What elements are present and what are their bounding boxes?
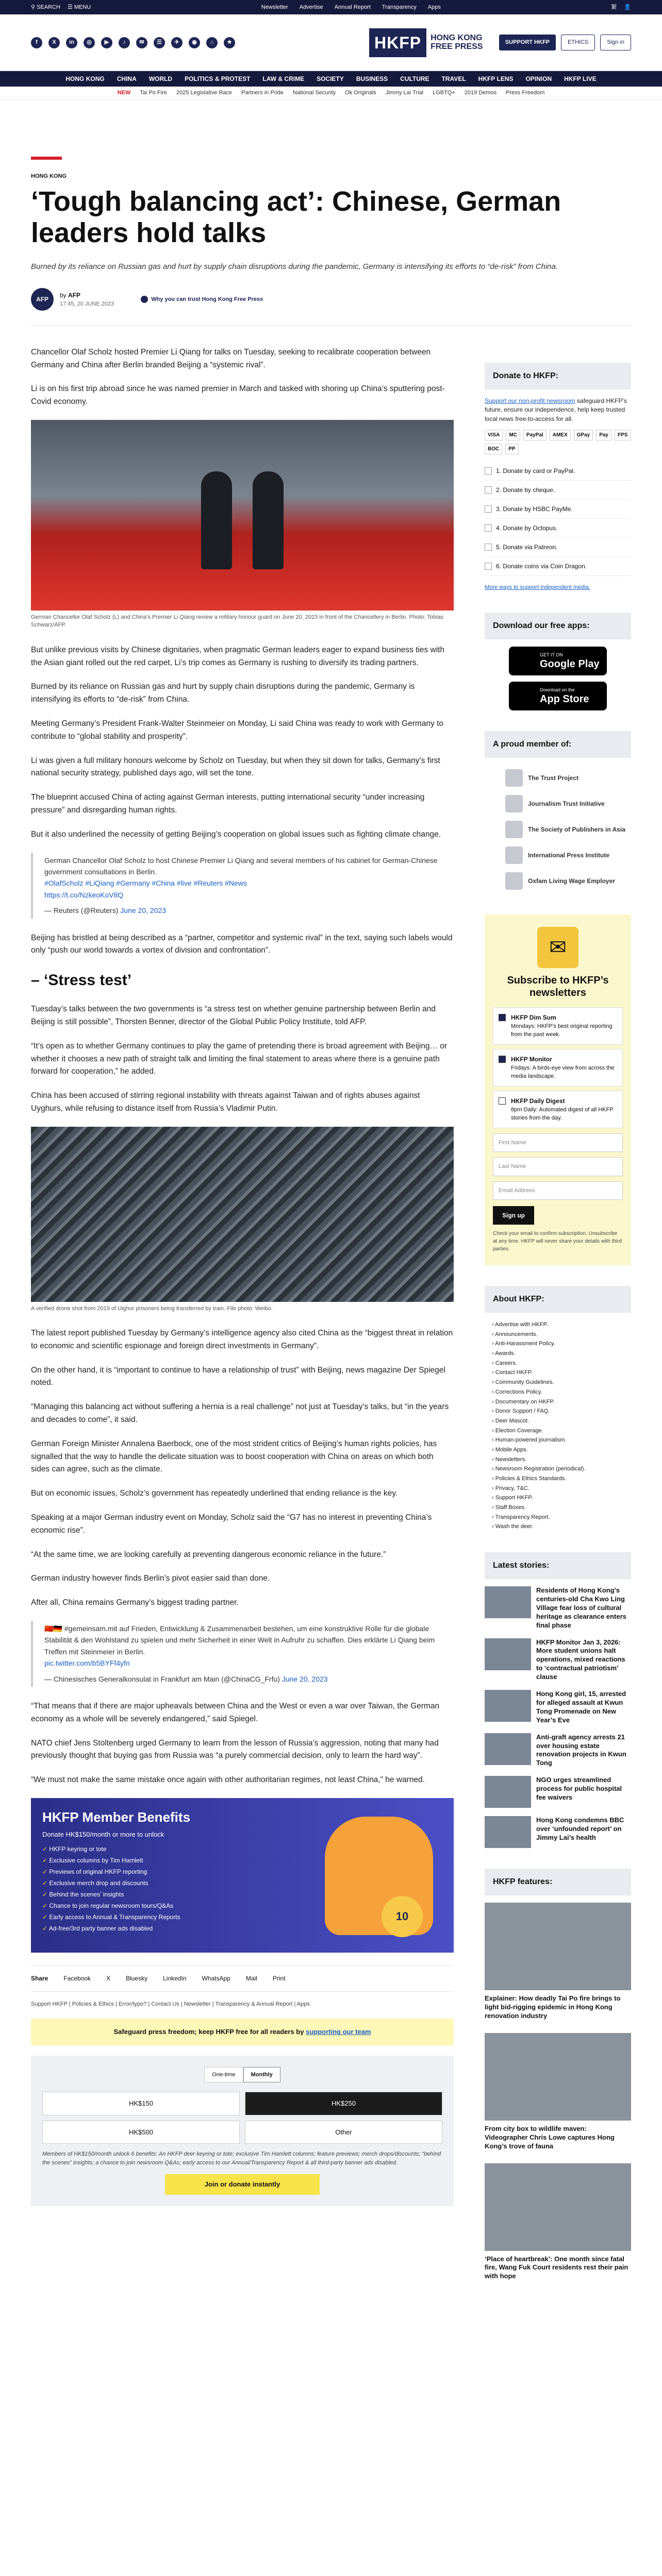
article-footer-links[interactable]: Support HKFP | Policies & Ethics | Error/typo? | Contact Us | Newsletter | Transparency & Annual Report | Apps xyxy=(31,2001,310,2007)
bluesky-icon[interactable]: ★ xyxy=(224,37,235,48)
author-name[interactable]: AFP xyxy=(68,291,81,299)
newsletter-envelope-icon: ✉ xyxy=(537,927,578,968)
newsletter-title: Subscribe to HKFP’s newsletters xyxy=(507,974,609,998)
share-facebook[interactable]: Facebook xyxy=(63,1974,91,1982)
support-team-link[interactable]: supporting our team xyxy=(306,2028,371,2036)
paragraph: After all, China remains Germany’s biggest trading partner. xyxy=(31,1598,239,1607)
nav-hong-kong[interactable]: HONG KONG xyxy=(65,75,105,82)
story-title: HKFP Monitor Jan 3, 2026: More student unions halt operations, mixed reactions to ‘contractual patriotism’ clause xyxy=(536,1638,625,1681)
oxfam-logo xyxy=(505,872,523,890)
frequency-monthly[interactable]: Monthly xyxy=(243,2067,280,2083)
rss-icon[interactable]: ☰ xyxy=(154,37,165,48)
feature-stories xyxy=(485,1903,631,2281)
story-thumbnail xyxy=(485,1586,531,1618)
tweet-hashtags[interactable]: #OlafScholz #LiQiang #Germany #China #live #Reuters #News xyxy=(44,879,247,888)
about-link[interactable]: › Community Guidelines. xyxy=(492,1378,631,1387)
site-header xyxy=(0,14,662,71)
about-link[interactable]: › Corrections Policy. xyxy=(492,1387,631,1397)
about-link[interactable]: › Human-powered journalism. xyxy=(492,1435,631,1445)
story-title: Hong Kong girl, 15, arrested for alleged assault at Kwun Tong Promenade on New Year’s Eve xyxy=(536,1690,626,1724)
google-play-badge[interactable]: GET IT ON Google Play xyxy=(509,647,607,675)
about-links xyxy=(485,1320,631,1532)
latest-story[interactable] xyxy=(485,1638,631,1682)
paragraph: “That means that if there are major upheavals between China and the West or even a war over Taiwan, the German economy as a whole will be severely endangered,” said Spiegel. xyxy=(31,1702,440,1723)
benefit-item: ✓ HKFP keyring or tote xyxy=(42,1844,190,1854)
newsletter-option[interactable]: HKFP Daily Digest 8pm Daily: Automated digest of all HKFP stories from the day. xyxy=(493,1091,623,1128)
story-thumbnail xyxy=(485,1816,531,1848)
user-icon[interactable]: 👤 xyxy=(624,4,631,10)
about-link[interactable]: › Anti-Harassment Policy. xyxy=(492,1339,631,1349)
about-link[interactable]: › Transparency Report. xyxy=(492,1513,631,1522)
menu-link[interactable]: ☰ MENU xyxy=(67,4,91,10)
visa-icon: VISA xyxy=(485,430,503,440)
ethics-button[interactable]: ETHICS xyxy=(561,35,595,50)
member-jti[interactable]: Journalism Trust Initiative xyxy=(505,791,631,817)
feature-card[interactable] xyxy=(485,2033,631,2151)
google-pay-icon: GPay xyxy=(574,430,593,440)
topic-link[interactable]: National Security xyxy=(293,90,336,96)
nav-politics[interactable]: POLITICS & PROTEST xyxy=(185,75,251,82)
paragraph: The latest report published Tuesday by Germany’s intelligence agency also cited China as the “biggest threat in relation to economic and scientific espionage and foreign direct investments in Germany”. xyxy=(31,1329,453,1350)
amount-option-other[interactable]: Other xyxy=(245,2121,442,2144)
story-title: NGO urges streamlined process for public hospital fee waivers xyxy=(536,1776,622,1801)
about-link[interactable]: › Mobile Apps. xyxy=(492,1445,631,1455)
about-link[interactable]: › Advertise with HKFP. xyxy=(492,1320,631,1330)
share-bar xyxy=(31,1965,454,1992)
feature-card[interactable] xyxy=(485,1903,631,2021)
about-link[interactable]: › Deer Mascot. xyxy=(492,1416,631,1426)
story-title: Anti-graft agency arrests 21 over housing estate renovation projects in Kwun Tong xyxy=(536,1733,626,1767)
paragraph: Li was given a full military honours welcome by Scholz on Tuesday, but when they sit down for talks, Germany’s first national security strategy, published days ago, will set the tone. xyxy=(31,756,440,778)
paragraph: Beijing has bristled at being described as a “partner, competitor and systemic rival” in the text, saying such labels would only “push our world towards a vortex of division and confrontation”. xyxy=(31,933,453,955)
tweet-date-link[interactable]: June 20, 2023 xyxy=(282,1674,328,1683)
feature-title: ‘Place of heartbreak’: One month since fatal fire, Wang Fuk Court residents rest their pain with hope xyxy=(485,2255,628,2280)
newsletter-option[interactable]: HKFP Dim Sum Mondays: HKFP’s best original reporting from the past week. xyxy=(493,1007,623,1045)
paragraph: Li is on his first trip abroad since he was named premier in March and tasked with shoring up China’s sputtering post-Covid economy. xyxy=(31,384,445,406)
support-hkfp-button[interactable]: SUPPORT HKFP xyxy=(499,35,556,50)
checkbox[interactable] xyxy=(499,1056,506,1063)
apps-section-title: Download our free apps: xyxy=(485,613,631,639)
benefit-item: ✓ Behind the scenes’ insights xyxy=(42,1890,190,1899)
octopus-icon xyxy=(485,524,492,532)
benefit-item: ✓ Exclusive columns by Tim Hamlett xyxy=(42,1856,190,1865)
latest-section-title: Latest stories: xyxy=(485,1552,631,1579)
about-link[interactable]: › Privacy, T&C. xyxy=(492,1484,631,1494)
newsletter-note: Check your email to confirm subscription. Unsubscribe at any time. HKFP will never share your details with third parties. xyxy=(493,1231,622,1252)
trending-topics-bar xyxy=(0,87,662,100)
feature-image xyxy=(485,2163,631,2251)
boc-icon: BOC xyxy=(485,444,502,454)
accent-bar xyxy=(31,157,62,160)
amex-icon: AMEX xyxy=(550,430,571,440)
member-ipi[interactable]: International Press Institute xyxy=(505,842,631,868)
trust-link[interactable]: Why you can trust Hong Kong Free Press xyxy=(141,295,263,304)
about-link[interactable]: › Announcements. xyxy=(492,1330,631,1340)
x-icon[interactable]: X xyxy=(48,37,60,48)
tweet-date-link[interactable]: June 20, 2023 xyxy=(120,906,166,915)
latest-story[interactable] xyxy=(485,1586,631,1630)
donate-method[interactable]: 3. Donate by HSBC PayMe. xyxy=(485,500,631,519)
topic-link[interactable]: LGBTQ+ xyxy=(433,90,455,96)
article-photo-scholz-li xyxy=(31,420,454,611)
join-donate-button[interactable]: Join or donate instantly xyxy=(165,2174,320,2195)
mail-icon[interactable]: ✉ xyxy=(136,37,147,48)
amount-option[interactable]: HK$500 xyxy=(42,2121,240,2144)
topic-link[interactable]: 2025 Legislative Race xyxy=(176,90,233,96)
byline: AFP by AFP 17:45, 20 JUNE 2023 Why you can trust Hong Kong Free Press xyxy=(31,288,631,326)
feature-image xyxy=(485,2033,631,2121)
about-link[interactable]: › Awards. xyxy=(492,1349,631,1359)
share-linkedin[interactable]: LinkedIn xyxy=(163,1974,187,1982)
facebook-icon[interactable]: f xyxy=(31,37,42,48)
tweet-link[interactable]: pic.twitter.com/b5BYFf4yfn xyxy=(44,1659,130,1668)
paragraph: “We must not make the same mistake once again with other authoritarian regimes, not least China,” he warned. xyxy=(31,1775,425,1785)
photo-figure xyxy=(253,471,284,569)
newsletter-signup xyxy=(485,914,631,1266)
tiktok-icon[interactable]: ♪ xyxy=(119,37,130,48)
story-thumbnail xyxy=(485,1690,531,1722)
new-badge: NEW xyxy=(117,90,131,96)
tweet-link[interactable]: https://t.co/NzkeoKoV8Q xyxy=(44,890,124,899)
payment-logos xyxy=(485,430,631,454)
nav-law-crime[interactable]: LAW & CRIME xyxy=(262,75,305,82)
paragraph: On the other hand, it is “important to continue to have a relationship of trust” with Beijing, news magazine Der Spiegel noted. xyxy=(31,1365,445,1387)
support-newsroom-link[interactable]: Support our non-profit newsroom xyxy=(485,397,575,404)
topbar-link-newsletter[interactable]: Newsletter xyxy=(261,4,288,10)
article-photo-uighur-prisoners xyxy=(31,1127,454,1302)
nav-business[interactable]: BUSINESS xyxy=(356,75,388,82)
patreon-icon xyxy=(485,544,492,551)
topbar-link-advertise[interactable]: Advertise xyxy=(299,4,323,10)
sopa-logo xyxy=(505,821,523,838)
app-store-badge[interactable]: Download on the App Store xyxy=(509,682,607,710)
language-toggle[interactable]: 繁 xyxy=(611,4,617,10)
paragraph: German Foreign Minister Annalena Baerbock, one of the most strident critics of Beijing’s human rights policies, has signalled that the way to handle the delicate situation was to boost cooperation with China on areas on which both sides can agree, such as the climate. xyxy=(31,1439,437,1474)
paragraph: “It’s open as to whether Germany continues to play the game of pretending there is broad agreement with Beijing… or whether it chooses a new path of straight talk and limiting the final statement to areas where there is a genuine path forward for cooperation,” he added. xyxy=(31,1041,448,1076)
story-title: Hong Kong condemns BBC over ‘unfounded report’ on Jimmy Lai’s health xyxy=(536,1816,624,1841)
paypal-icon: PayPal xyxy=(523,430,547,440)
paragraph: Tuesday’s talks between the two governments is “a stress test on whether genuine partnership between Berlin and Beijing is still possible”, Thorsten Benner, director of the Global Public Policy Institute, told AFP. xyxy=(31,1005,436,1026)
share-print[interactable]: Print xyxy=(272,1974,286,1982)
main-navigation xyxy=(0,71,662,87)
about-link[interactable]: › Wash the deer. xyxy=(492,1522,631,1532)
feature-title: Explainer: How deadly Tai Po fire brings to light bid-rigging epidemic in Hong Kong renovation industry xyxy=(485,1994,621,2020)
about-link[interactable]: › Election Coverage. xyxy=(492,1426,631,1436)
nav-opinion[interactable]: OPINION xyxy=(525,75,552,82)
about-link[interactable]: › Careers. xyxy=(492,1359,631,1368)
paragraph: But it also underlined the necessity of getting Beijing’s cooperation on global issues such as fighting climate change. xyxy=(31,829,441,839)
story-thumbnail xyxy=(485,1733,531,1765)
latest-stories xyxy=(485,1586,631,1848)
features-section-title: HKFP features: xyxy=(485,1869,631,1895)
donate-method[interactable]: 4. Donate by Octopus. xyxy=(485,519,631,538)
paragraph: “Managing this balancing act without suffering a hernia is a real challenge” not just at Tuesday’s talks, but “in the years and decades to come”, it said. xyxy=(31,1402,449,1425)
email-field[interactable]: Email Address xyxy=(493,1181,623,1200)
topbar-link-annual-report[interactable]: Annual Report xyxy=(334,4,371,10)
paragraph: But unlike previous visits by Chinese dignitaries, when pragmatic German leaders eager to expand business ties with the Asian giant rolled out the red carpet, Li’s trip comes as Germany is rushing to diversify its trading partners. xyxy=(31,645,445,667)
nav-travel[interactable]: TRAVEL xyxy=(441,75,466,82)
benefits-list xyxy=(42,1844,190,1933)
support-strip: Safeguard press freedom; keep HKFP free for all readers by supporting our team xyxy=(31,2019,454,2045)
about-link[interactable]: › Newsroom Registration (periodical). xyxy=(492,1464,631,1474)
nav-hkfp-lens[interactable]: HKFP LENS xyxy=(478,75,514,82)
topic-link[interactable]: Ok Originals xyxy=(345,90,376,96)
nav-culture[interactable]: CULTURE xyxy=(400,75,429,82)
site-logo[interactable]: HKFP HONG KONG FREE PRESS xyxy=(369,28,483,57)
topic-link[interactable]: Partners in Pride xyxy=(241,90,284,96)
threads-icon[interactable]: ◉ xyxy=(189,37,200,48)
about-section-title: About HKFP: xyxy=(485,1286,631,1313)
signup-button[interactable]: Sign up xyxy=(493,1206,534,1225)
paragraph: China has been accused of stirring regional instability with threats against Taiwan and of rights abuses against Uyghurs, while refusing to distance itself from Russia’s Vladimir Putin. xyxy=(31,1091,420,1113)
topic-link[interactable]: Press Freedom xyxy=(506,90,545,96)
fps-icon: FPS xyxy=(615,430,631,440)
embedded-tweet: German Chancellor Olaf Scholz to host Chinese Premier Li Qiang and several members of his cabinet for German-Chinese government consultations in Berlin. #OlafScholz #LiQiang #Germany #China #live #Reuters #News https://t.co/NzkeoKoV8Q — Reuters (@Reuters) June 20, 2023 xyxy=(31,853,454,919)
photo-caption: A verified drone shot from 2019 of Uighur prisoners being transferred by train. File photo: Weibo. xyxy=(31,1305,273,1312)
share-x[interactable]: X xyxy=(106,1974,111,1982)
benefit-item: ✓ Ad-free/3rd party banner ads disabled xyxy=(42,1924,190,1933)
promo-subtitle: Donate HK$150/month or more to unlock xyxy=(42,1830,164,1838)
about-link[interactable]: › Support HKFP. xyxy=(492,1493,631,1503)
cheque-icon xyxy=(485,486,492,494)
topic-link[interactable]: Tai Po Fire xyxy=(140,90,167,96)
about-link[interactable]: › Policies & Ethics Standards. xyxy=(492,1474,631,1484)
about-link[interactable]: › Contact HKFP. xyxy=(492,1368,631,1378)
social-links xyxy=(31,37,235,48)
benefit-item: ✓ Previews of original HKFP reporting xyxy=(42,1867,190,1876)
paragraph: Speaking at a major German industry event on Monday, Scholz said the “G7 has no interest in preventing China’s economic rise”. xyxy=(31,1513,432,1535)
feature-card[interactable] xyxy=(485,2163,631,2281)
latest-story[interactable] xyxy=(485,1816,631,1848)
promo-title: HKFP Member Benefits xyxy=(42,1809,191,1825)
topic-link[interactable]: Jimmy Lai Trial xyxy=(385,90,424,96)
frequency-one-time[interactable]: One-time xyxy=(204,2067,243,2083)
members-section-title: A proud member of: xyxy=(485,731,631,758)
benefit-item: ✓ Early access to Annual & Transparency Reports xyxy=(42,1912,190,1922)
member-organisations xyxy=(485,765,631,894)
story-thumbnail xyxy=(485,1638,531,1670)
ipi-logo xyxy=(505,846,523,864)
payme-icon: PP xyxy=(505,444,518,454)
nav-hkfp-live[interactable]: HKFP LIVE xyxy=(564,75,597,82)
article-header xyxy=(0,100,662,326)
anniversary-badge: 10 xyxy=(382,1896,423,1937)
paragraph: “At the same time, we are looking carefully at preventing dangerous economic reliance in the future.” xyxy=(31,1550,386,1559)
coin-icon xyxy=(485,563,492,570)
trust-icon xyxy=(141,296,148,303)
payme-icon xyxy=(485,505,492,513)
home-icon[interactable]: ⌂ xyxy=(206,37,218,48)
search-link[interactable]: ⚲ SEARCH xyxy=(31,4,60,10)
about-link[interactable]: › Newsletters. xyxy=(492,1455,631,1465)
trust-project-logo xyxy=(505,769,523,787)
card-icon xyxy=(485,467,492,474)
publish-date: 17:45, 20 JUNE 2023 xyxy=(60,300,114,307)
embedded-tweet: 🇨🇳🇩🇪 #gemeinsam.mit auf Frieden, Entwicklung & Zusammenarbeit bestehen, um eine konstruktive Rolle für die globale Stabilität & den Wohlstand zu spielen und mehr Sicherheit in einer Welt in Aufruhr zu schaffen. Dies erklärte Li Qiang beim Treffen mit Steinmeier in Berlin. pic.twitter.com/b5BYFf4yfn — Chinesisches Generalkonsulat in Frankfurt am Main (@ChinaCG_Frfu) June 20, 2023 xyxy=(31,1621,454,1687)
photo-figure xyxy=(201,471,232,569)
topbar-link-transparency[interactable]: Transparency xyxy=(382,4,417,10)
story-thumbnail xyxy=(485,1776,531,1808)
paragraph: But on economic issues, Scholz’s government has repeatedly underlined that ending reliance is the key. xyxy=(31,1489,398,1498)
feature-title: From city box to wildlife maven: Videographer Chris Lowe captures Hong Kong’s trove of fauna xyxy=(485,2124,615,2150)
topbar-link-apps[interactable]: Apps xyxy=(427,4,441,10)
donate-section-title: Donate to HKFP: xyxy=(485,363,631,389)
share-label: Share xyxy=(31,1974,48,1982)
about-link[interactable]: › Donor Support / FAQ. xyxy=(492,1406,631,1416)
section-subheading: – ‘Stress test’ xyxy=(31,972,132,989)
feature-image xyxy=(485,1903,631,1990)
checkbox[interactable] xyxy=(499,1097,506,1105)
paragraph: NATO chief Jens Stoltenberg urged Germany to learn from the lesson of Russia’s aggression, noting that many had previously thought that buying gas from Russia was “a purely commercial decision, only to learn the hard way”. xyxy=(31,1738,439,1760)
topic-link[interactable]: 2019 Demos xyxy=(464,90,497,96)
apple-pay-icon: Pay xyxy=(596,430,611,440)
linkedin-icon[interactable]: in xyxy=(66,37,77,48)
telegram-icon[interactable]: ✈ xyxy=(171,37,183,48)
donation-note: Members of HK$150/month unlock 6 benefits: An HKFP deer keyring or tote; exclusive Tim Hamlett columns; feature previews; merch drops/discounts; “behind the scenes” insights; a chance to join newsroom Q&As; early access to our Annual/Transparency Report & all third-party banner ads disabled. xyxy=(42,2151,441,2166)
donation-widget xyxy=(31,2056,454,2206)
photo-caption: German Chancellor Olaf Scholz (L) and China’s Premier Li Qiang review a military honour guard on June 20, 2023 in front of the Chancellery in Berlin. Photo: Tobias Schwarz/AFP. xyxy=(31,614,443,629)
donate-method[interactable]: 6. Donate coins via Coin Dragon. xyxy=(485,557,631,576)
share-whatsapp[interactable]: WhatsApp xyxy=(202,1974,230,1982)
instagram-icon[interactable]: ◎ xyxy=(84,37,95,48)
share-bluesky[interactable]: Bluesky xyxy=(126,1974,148,1982)
article-category[interactable]: HONG KONG xyxy=(31,173,67,179)
member-benefits-banner[interactable] xyxy=(31,1798,454,1953)
paragraph: Burned by its reliance on Russian gas and hurt by supply chain disruptions during the pandemic, Germany is intensifying its efforts to “de-risk” from China. xyxy=(31,682,415,704)
donate-method[interactable]: 2. Donate by cheque. xyxy=(485,481,631,500)
donate-method[interactable]: 1. Donate by card or PayPal. xyxy=(485,462,631,481)
donate-method[interactable]: 5. Donate via Patreon. xyxy=(485,538,631,557)
frequency-toggle xyxy=(42,2067,442,2083)
about-link[interactable]: › Staff Boxes. xyxy=(492,1503,631,1513)
youtube-icon[interactable]: ▶ xyxy=(101,37,112,48)
nav-china[interactable]: CHINA xyxy=(117,75,137,82)
article-standfirst: Burned by its reliance on Russian gas and hurt by supply chain disruptions during the pandemic, Germany is intensifying its efforts to “de-risk” from China. xyxy=(31,262,558,271)
mastercard-icon: MC xyxy=(506,430,520,440)
about-link[interactable]: › Documentary on HKFP. xyxy=(492,1397,631,1407)
hamburger-icon: ☰ xyxy=(67,4,74,10)
member-oxfam[interactable]: Oxfam Living Wage Employer xyxy=(505,868,631,894)
first-name-field[interactable]: First Name xyxy=(493,1133,623,1153)
amount-option-selected[interactable]: HK$250 xyxy=(245,2092,442,2115)
sidebar: Donate to HKFP: Support our non-profit newsroom safeguard HKFP’s future, ensure our independence, help keep trusted local news free-to-access for all. VISA MC PayPal AMEX GPay Pay FPS BOC PP 1. Donate by card or PayPal. 2. Donate by cheque. 3. Donate by HSBC PayMe. 4. Donate by Octopus. 5. Donate via Patreon. 6. Donate coins via Coin Dragon. More ways to support independent media. Download our free apps: GET IT ON Google Play Download on the App Store A proud member of: The Trust Project Journalism Trust Initiative The Society of Publishers in Asia International Press Institute Oxfam Living Wage Employer ✉ Subscribe to HKFP’s newsletters HKFP Dim Sum Mondays: HKFP’s best original reporting from the past week. HKFP Monitor Fridays: A birds-eye view from across the media landscape. HKFP Daily Digest 8pm Daily: Automated digest of all HKFP stories from the day. First Name Last Name Email Address Sign up Check your email to confirm subscription. Unsubscribe at any time. HKFP will never share your details with third parties. About HKFP: › Advertise with HKFP. › Announcements. › Anti-Harassment Policy. › Awards. › Careers. › Contact HKFP. › Community Guidelines. › Corrections Policy. › Documentary on HKFP. › Donor Support / FAQ. › Deer Mascot. › Election Coverage. › Human-powered journalism. › Mobile Apps. › Newsletters. › Newsroom Registration (periodical). › Policies & Ethics Standards. › Privacy, T&C. › Support HKFP. › Staff Boxes. › Transparency Report. › Wash the deer. Latest stories: Residents of Hong Kong’s centuries-old Cha Kwo Ling Village fear loss of cultural heritage as clearance enters final phase HKFP Monitor Jan 3, 2026: More student unions halt operations, mixed reactions to ‘contractual patriotism’ clause Hong Kong girl, 15, arrested for alleged assault at Kwun Tong Promenade on New Year’s Eve Anti-graft agency arrests 21 over housing estate renovation projects in Kwun Tong NGO urges streamlined process for public hospital fee waivers Hong Kong condemns BBC over ‘unfounded report’ on Jimmy Lai’s health HKFP features: Explainer: How deadly Tai Po fire brings to light bid-rigging epidemic in Hong Kong renovation industry From city box to wildlife maven: Videographer Chris Lowe captures Hong Kong’s trove of fauna ‘Place of heartbreak’: One month since fatal fire, Wang Fuk Court residents rest their pain with hope xyxy=(485,326,631,2293)
article-body xyxy=(31,326,454,2293)
checkbox[interactable] xyxy=(499,1014,506,1021)
benefit-item: ✓ Exclusive merch drop and discounts xyxy=(42,1878,190,1888)
benefit-item: ✓ Chance to join regular newsroom tours/Q&As xyxy=(42,1901,190,1910)
author-avatar: AFP xyxy=(31,288,54,311)
latest-story[interactable] xyxy=(485,1733,631,1768)
nav-world[interactable]: WORLD xyxy=(148,75,173,82)
latest-story[interactable] xyxy=(485,1776,631,1808)
nav-society[interactable]: SOCIETY xyxy=(317,75,344,82)
paragraph: German industry however finds Berlin’s pivot easier said than done. xyxy=(31,1574,270,1583)
amount-option[interactable]: HK$150 xyxy=(42,2092,240,2115)
newsletter-option[interactable]: HKFP Monitor Fridays: A birds-eye view from across the media landscape. xyxy=(493,1049,623,1087)
last-name-field[interactable]: Last Name xyxy=(493,1157,623,1176)
member-trust-project[interactable]: The Trust Project xyxy=(505,765,631,791)
top-utility-bar xyxy=(0,0,662,14)
paragraph: Chancellor Olaf Scholz hosted Premier Li Qiang for talks on Tuesday, seeking to recalibrate cooperation between Germany and China after Berlin branded Beijing a “systemic rival”. xyxy=(31,347,431,369)
jti-logo xyxy=(505,795,523,812)
share-mail[interactable]: Mail xyxy=(245,1974,257,1982)
sign-in-button[interactable]: Sign in xyxy=(600,35,631,50)
story-title: Residents of Hong Kong’s centuries-old Cha Kwo Ling Village fear loss of cultural heritage as clearance enters final phase xyxy=(536,1586,626,1629)
member-sopa[interactable]: The Society of Publishers in Asia xyxy=(505,817,631,842)
paragraph: The blueprint accused China of acting against German interests, putting international security “under increasing pressure” and disregarding human rights. xyxy=(31,793,425,815)
latest-story[interactable] xyxy=(485,1690,631,1725)
donate-methods-list xyxy=(485,462,631,576)
paragraph: Meeting Germany’s President Frank-Walter Steinmeier on Monday, Li said China was ready to work with Germany to contribute to “global stability and prosperity”. xyxy=(31,719,444,741)
article-headline: ‘Tough balancing act’: Chinese, German leaders hold talks xyxy=(31,185,561,249)
more-ways-link[interactable]: More ways to support independent media. xyxy=(485,584,590,591)
search-icon: ⚲ xyxy=(31,4,37,10)
